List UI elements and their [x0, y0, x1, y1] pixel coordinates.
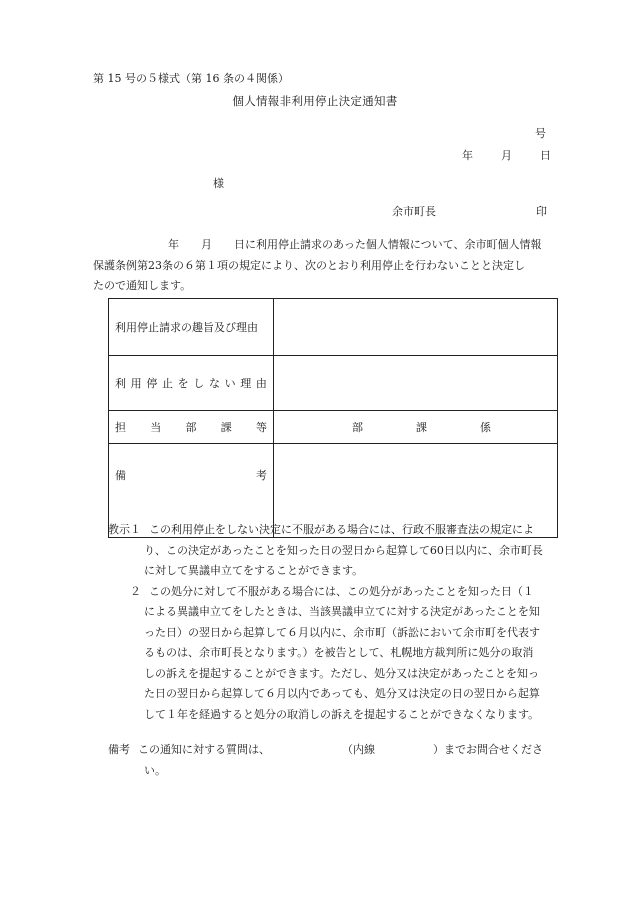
- instruction-1-line: に対して異議申立てをすることができます。: [144, 564, 364, 577]
- instruction-2-line: による異議申立てをしたときは、当該異議申立てに対する決定があったことを知: [144, 605, 540, 618]
- refusal-reason-char: し: [193, 376, 205, 390]
- refusal-reason-char: 利: [115, 376, 126, 390]
- instruction-2-line: しの訴えを提起することができます。ただし、処分又は決定があったことを知っ: [144, 666, 540, 680]
- form-number: 第 15 号の５様式（第 16 条の４関係）: [93, 72, 289, 85]
- instruction-2-line: して１年を経過すると処分の取消しの訴えを提起することができなくなります。: [144, 707, 540, 721]
- remarks-text-a: この通知に対する質問は、: [138, 743, 270, 756]
- refusal-reason-char: い: [224, 376, 236, 390]
- instruction-2-line: た日の翌日から起算して６月以内であっても、処分又は決定の日の翌日から起算: [144, 687, 540, 700]
- refusal-reason-char: 由: [255, 376, 267, 390]
- department-label-char: 当: [150, 420, 162, 434]
- seal-mark: 印: [536, 205, 547, 218]
- refusal-reason-char: 止: [161, 376, 173, 390]
- remarks-text-b: （内線: [342, 743, 375, 756]
- body-line-2: 保護条例第23条の６第１項の規定により、次のとおり利用停止を行わないことと決定し: [93, 258, 525, 272]
- department-value: [274, 411, 558, 444]
- refusal-reason-label: [109, 356, 274, 411]
- remarks-line: [108, 740, 543, 761]
- refusal-reason-char: 理: [240, 376, 252, 390]
- instruction-2-line: [108, 582, 568, 603]
- instruction-2-text: この処分に対して不服がある場合には、この処分があったことを知った日（１: [149, 584, 534, 598]
- department-value-char: 課: [416, 420, 427, 434]
- body-year: 年: [168, 238, 179, 251]
- department-label-char: 等: [256, 420, 267, 434]
- refusal-reason-char: な: [208, 376, 220, 390]
- date-month: 月: [501, 149, 512, 162]
- document-title: 個人情報非利用停止決定通知書: [232, 94, 398, 108]
- sender-name: 余市町長: [392, 205, 436, 218]
- remarks-text-c: ）までお問合せくださ: [433, 743, 543, 756]
- remarks-label-char: 備: [115, 469, 126, 482]
- table-row: [109, 299, 558, 356]
- department-value-char: 係: [480, 420, 491, 434]
- body-line-3: たので通知します。: [93, 279, 192, 292]
- document-number-suffix: 号: [535, 127, 546, 140]
- addressee-suffix: 様: [213, 177, 224, 190]
- instruction-1-head: 教示１: [108, 523, 141, 536]
- instruction-2-line: った日）の翌日から起算して６月以内に、余市町（訴訟において余市町を代表す: [144, 625, 540, 639]
- purpose-reason-value: [274, 299, 558, 356]
- instruction-2-line: るものは、余市町長となります。）を被告として、札幌地方裁判所に処分の取消: [144, 646, 534, 659]
- instruction-2-head: ２: [130, 584, 141, 598]
- department-label-char: 課: [220, 420, 232, 434]
- issue-date: [462, 150, 551, 161]
- instruction-1-line: [108, 520, 568, 541]
- refusal-reason-value: [274, 356, 558, 411]
- instruction-1-line: り、この決定があったことを知った日の翌日から起算して60日以内に、余市町長: [144, 543, 543, 557]
- refusal-reason-char: 用: [130, 376, 142, 390]
- instruction-1-text: この利用停止をしない決定に不服がある場合には、行政不服審査法の規定によ: [149, 523, 534, 536]
- body-line-1: [93, 235, 558, 256]
- body-line-1-text: 日に利用停止請求のあった個人情報について、余市町個人情報: [234, 238, 542, 251]
- table-row: [109, 356, 558, 411]
- remarks-label-char: 考: [256, 469, 267, 482]
- table-row: [109, 411, 558, 444]
- purpose-reason-label: 利用停止請求の趣旨及び理由: [109, 299, 274, 356]
- refusal-reason-char: を: [177, 376, 189, 390]
- remarks-head: 備考: [108, 743, 130, 756]
- department-value-char: 部: [352, 420, 363, 434]
- instructions: [108, 520, 568, 725]
- remarks-note: [108, 740, 543, 781]
- notice-body: [93, 235, 558, 297]
- department-label-char: 部: [185, 420, 197, 434]
- date-year: 年: [462, 149, 473, 162]
- department-label: [109, 411, 274, 444]
- decision-table: [108, 298, 558, 538]
- refusal-reason-char: 停: [146, 376, 158, 390]
- remarks-line: い。: [144, 763, 166, 777]
- date-day: 日: [540, 149, 551, 162]
- body-month: 月: [201, 238, 212, 251]
- department-label-char: 担: [115, 420, 126, 434]
